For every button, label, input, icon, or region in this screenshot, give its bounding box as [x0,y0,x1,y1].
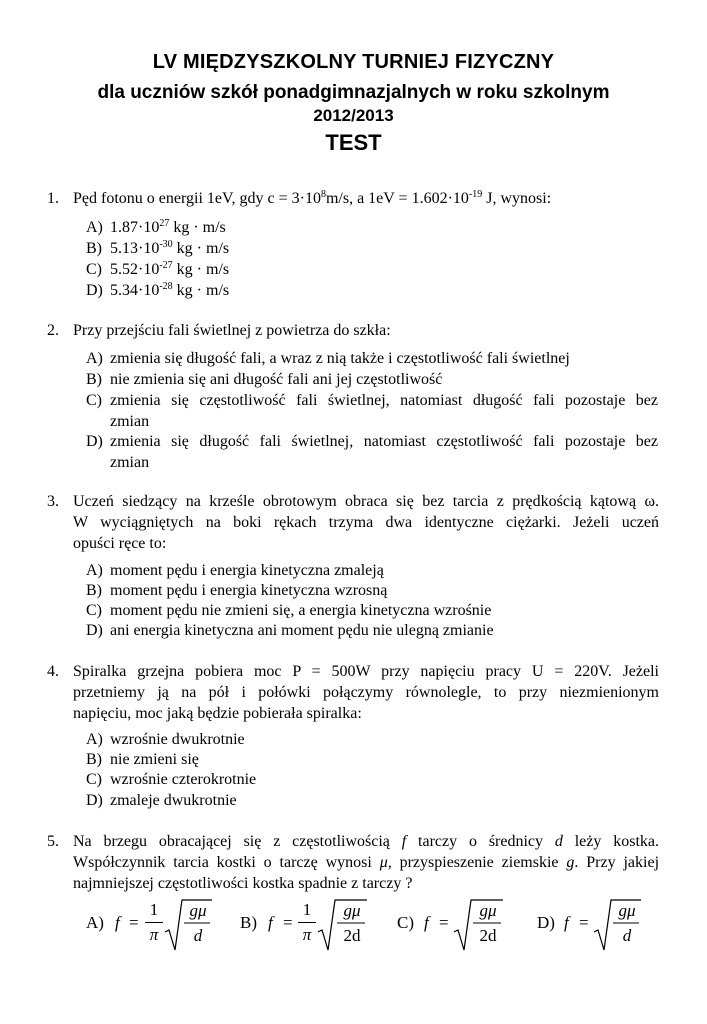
question-number: 3. [47,493,59,510]
title-year: 2012/2013 [313,106,394,125]
title-line-1: LV MIĘDZYSZKOLNY TURNIEJ FIZYCZNY [152,51,555,73]
question-number: 1. [47,190,59,207]
question-number: 2. [47,322,59,339]
title-line-2: dla uczniów szkół ponadgimnazjalnych w roku szkolnym [97,82,610,103]
formula-a: A) f = 1 π gμ d [86,898,216,954]
title-test: TEST [325,130,382,155]
formula-d: D) f = gμ d [537,898,647,954]
question-text: Przy przejściu fali świetlnej z powietrza do szkła: [73,322,391,339]
question-number: 5. [47,833,59,850]
formula-b: B) f = 1 π gμ 2d [240,898,370,954]
question-text: Pęd fotonu o energii 1eV, gdy $c = 3\cdot 10^8m/s$, a $1eV = 1.602\cdot 10^{-19}$ J, wynosi: [73,189,552,207]
formula-c: C) f = gμ 2d [397,898,507,954]
question-number: 4. [47,663,59,680]
test-page: LV MIĘDZYSZKOLNY TURNIEJ FIZYCZNY dla uczniów szkół ponadgimnazjalnych w roku szkolnym 2012/2013 TEST 1. Pęd fotonu o energii 1eV, gdy $c = 3\cdot 10^8m/s$, a $1eV = 1.602\cdot 10^{-19}$ J, wynosi: A) $1.87\cdot 10^{27}$ kg · m/s B) $5.13\cdot 10^{-30}$ kg · m/s C) $5.52\cdot 10^{-27}$ kg · m/s D) $5.34\cdot 10^{-28}$ kg · m/s 2. Przy przejściu fali świetlnej z powietrza do szkła: A) zmienia się długość fali, a wraz z nią także i częstotliwość fali świetlnej B) nie zmienia się ani długość fali ani jej częstotliwość C) zmienia się częstotliwość fali świetlnej, natomiast długość fali pozostaje bez zmian D) zmienia się długość fali świetlnej, natomiast częstotliwość fali pozostaje bez zmian 3. Uczeń siedzący na krześle obrotowym obraca się bez tarcia z prędkością kątową ω. W wyciągniętych na boki rękach trzyma dwa identyczne ciężarki. Jeżeli uczeń opuści ręce to: A) moment pędu i energia kinetyczna zmaleją B) moment pędu i energia kinetyczna wzrosną C) moment pędu nie zmieni się, a energia kinetyczna wzrośnie D) ani energia kinetyczna ani moment pędu nie ulegną zmianie 4. Spiralka grzejna pobiera moc P = 500W przy napięciu pracy U = 220V. Jeżeli przetniemy ją na pół i połówki połączymy równolegle, to przy niezmienionym napięciu, moc jaką będzie pobierała spiralka: A) wzrośnie dwukrotnie B) nie zmieni się C) wzrośnie czterokrotnie D) zmaleje dwukrotnie 5. Na brzegu obracającej się z częstotliwością f tarczy o średnicy d leży kostka. Współczynnik tarcia kostki o tarczę wynosi μ, przyspieszenie ziemskie g. Przy jakiej najmniejszej częstotliwości kostka spadnie z tarczy ? A) f = 1 π gμ d B) f = 1 π gμ 2d C) f = gμ 2d D) f = gμ d [0,0,707,1024]
